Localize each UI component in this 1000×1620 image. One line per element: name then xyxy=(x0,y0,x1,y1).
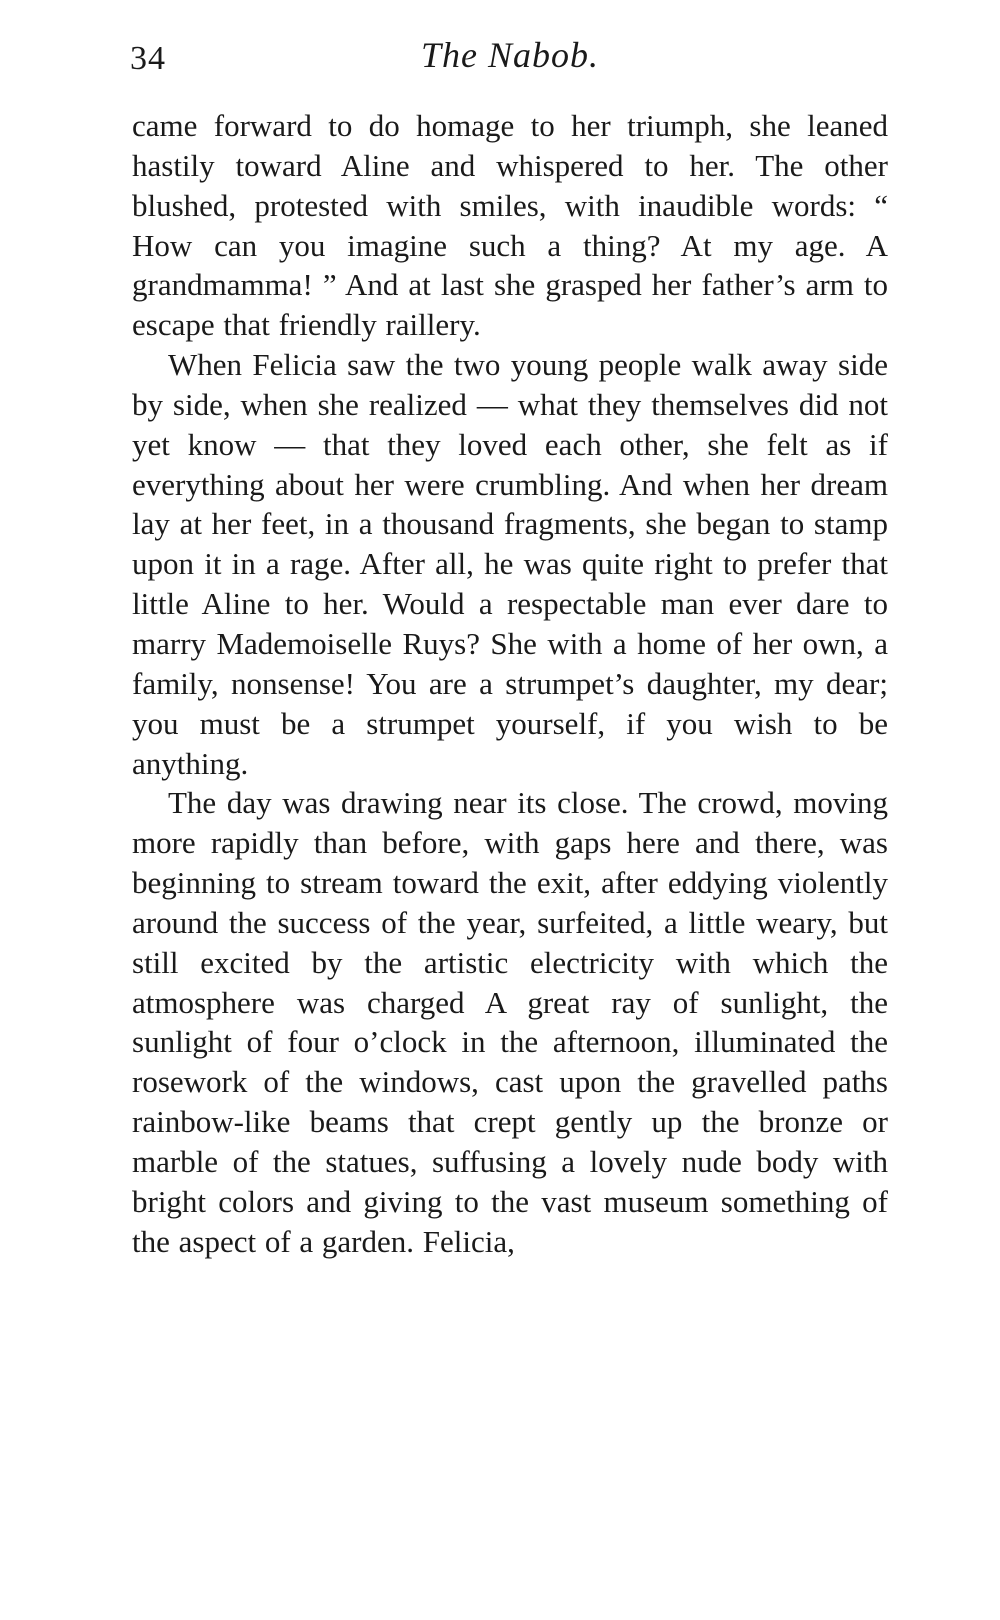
running-title: The Nabob. xyxy=(420,35,599,75)
paragraph-continuation: came forward to do homage to her triumph, she leaned hastily toward Aline and whispered to her. The other blushed, protested with smiles, with inaudible words: “ How can you imagine such a thing? At my age. A grandmamma! ” And at last she grasped her father’s arm to escape that friendly raillery. xyxy=(132,108,888,343)
page-number: 34 xyxy=(130,40,166,77)
body-text xyxy=(132,106,888,1261)
paragraph: When Felicia saw the two young people walk away side by side, when she realized — what they themselves did not yet know — that they loved each other, she felt as if everything about her were crumbling. And when her dream lay at her feet, in a thousand fragments, she began to stamp upon it in a rage. After all, he was quite right to prefer that little Aline to her. Would a respectable man ever dare to marry Mademoiselle Ruys? She with a home of her own, a family, nonsense! You are a strumpet’s daughter, my dear; you must be a strumpet yourself, if you wish to be anything. xyxy=(132,347,888,781)
paragraph: The day was drawing near its close. The crowd, moving more rapidly than before, with gaps here and there, was beginning to stream toward the exit, after eddying violently around the success of the year, surfeited, a little weary, but still excited by the artistic electricity with which the atmosphere was charged A great ray of sunlight, the sunlight of four o’clock in the afternoon, illuminated the rosework of the windows, cast upon the gravelled paths rainbow-like beams that crept gently up the bronze or marble of the statues, suffusing a lovely nude body with bright colors and giving to the vast museum something of the aspect of a garden. Felicia, xyxy=(132,785,888,1259)
page-header xyxy=(130,34,890,90)
